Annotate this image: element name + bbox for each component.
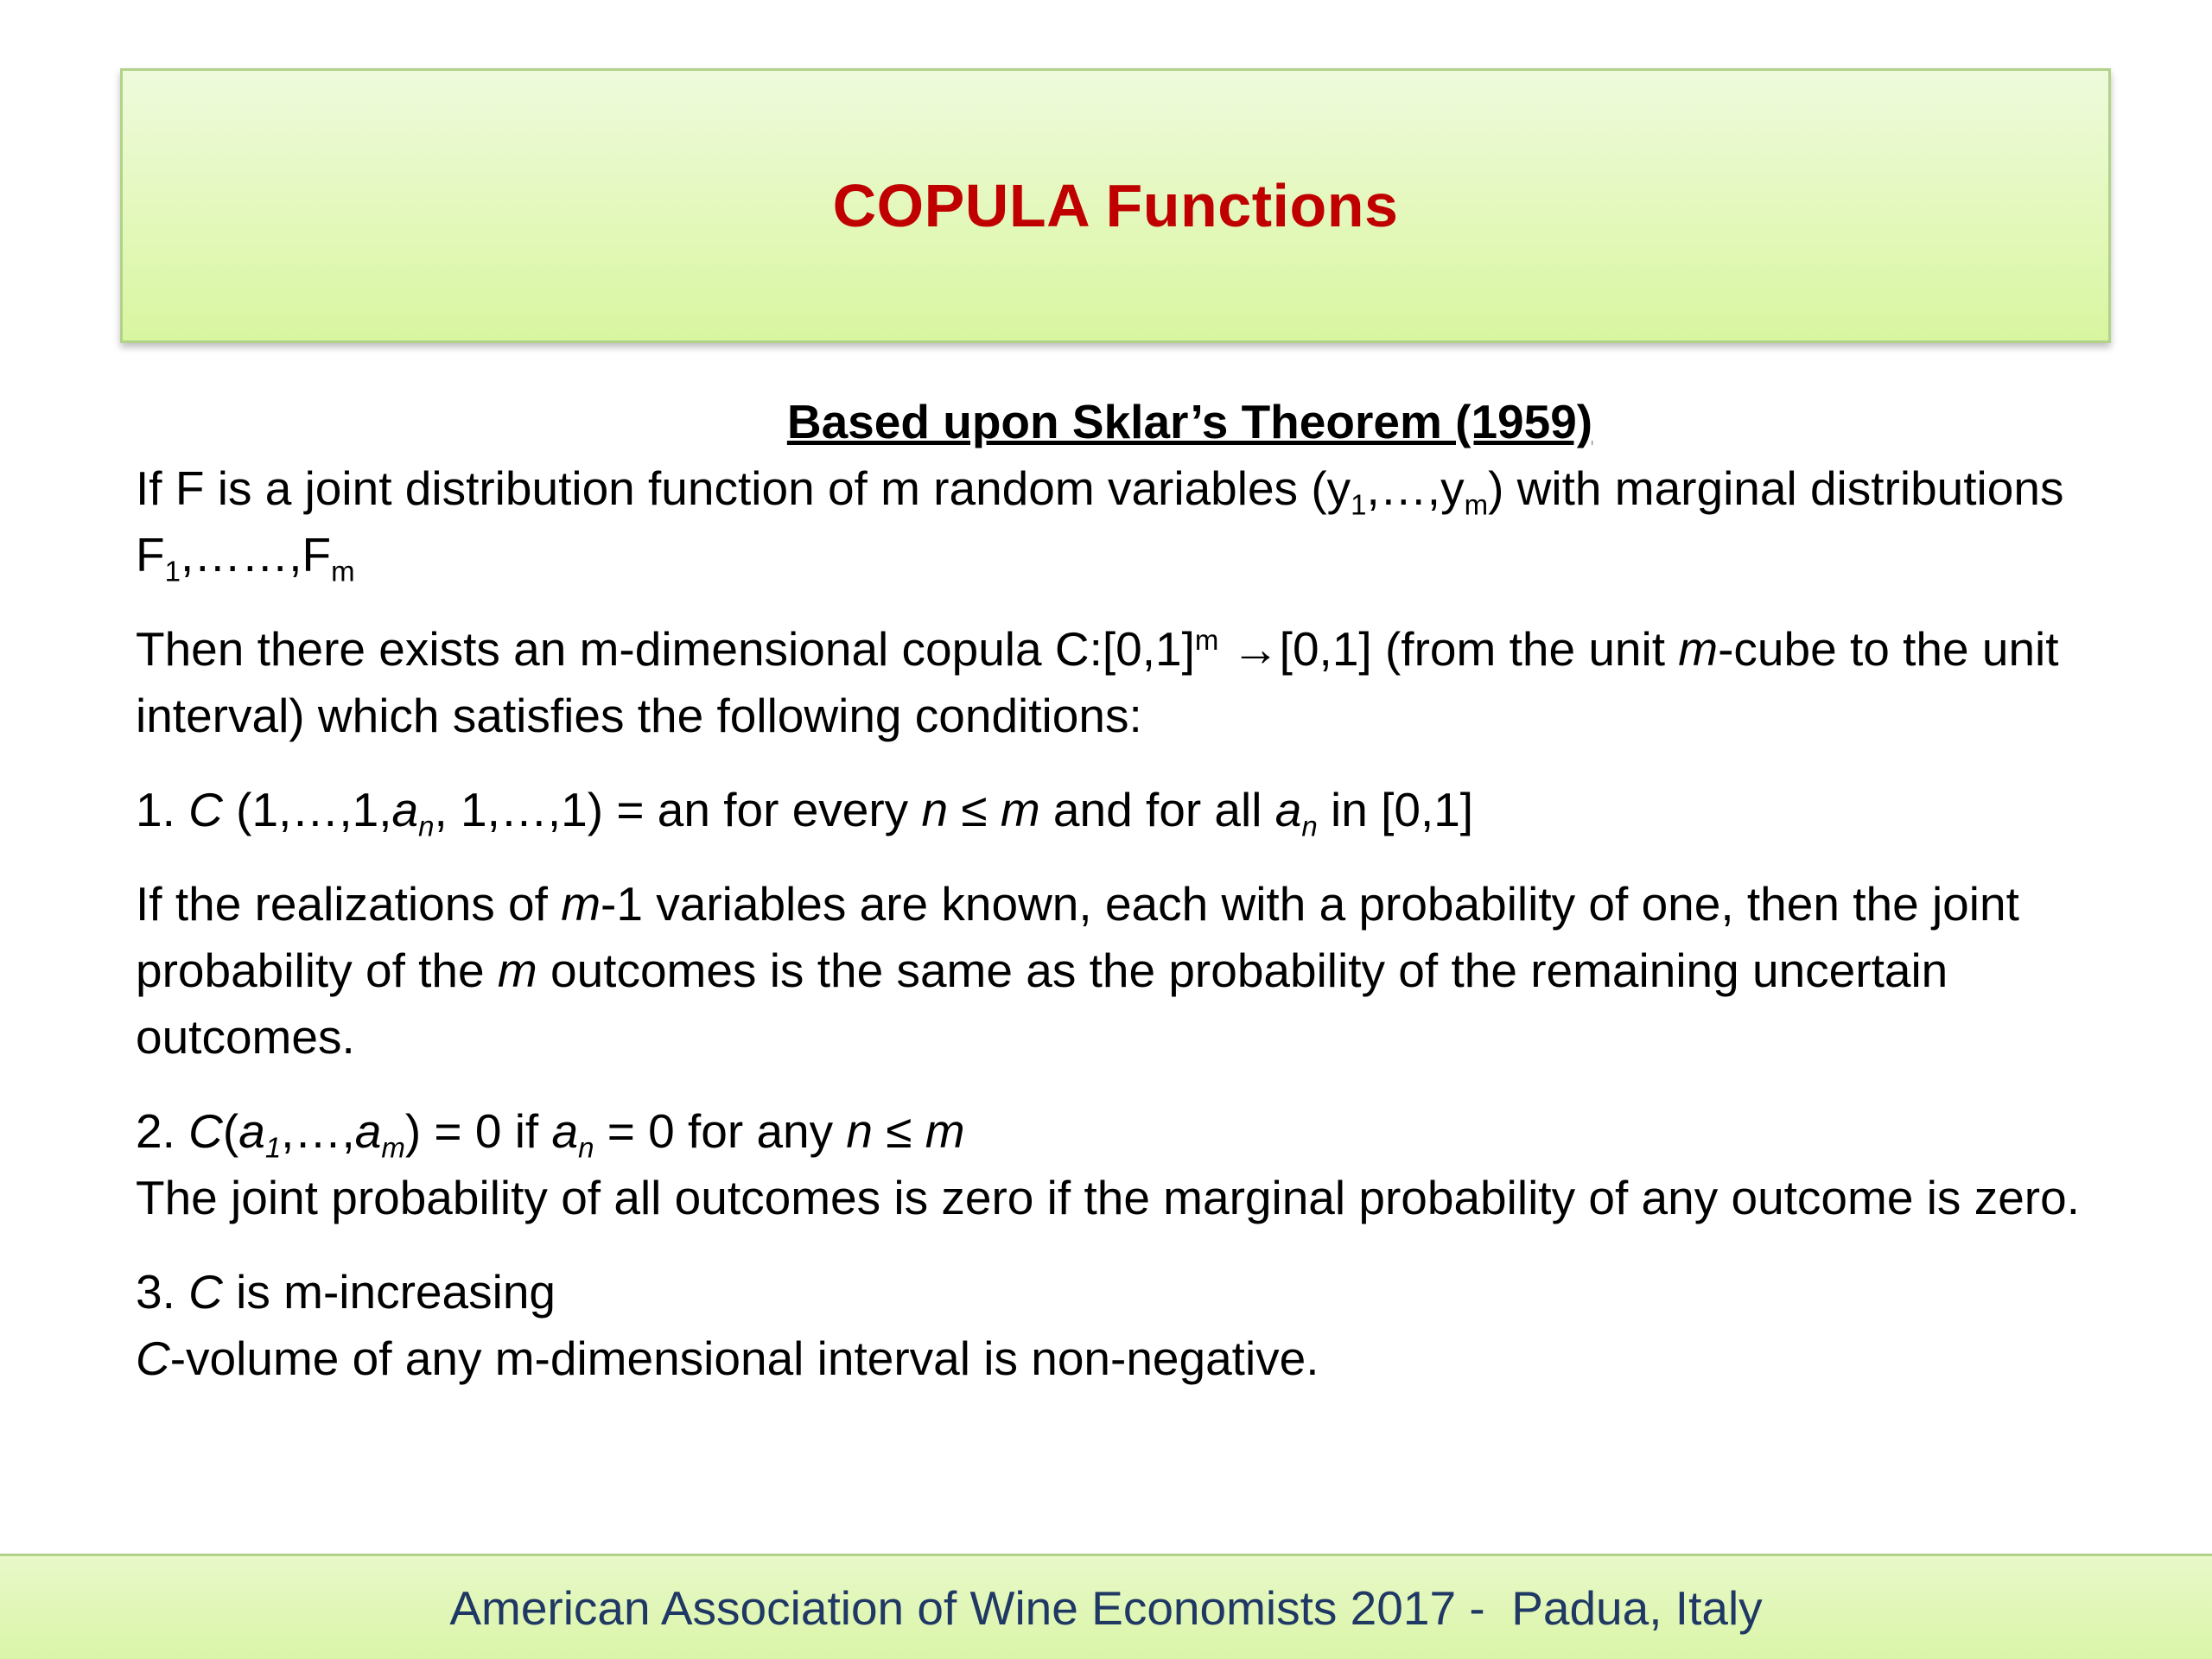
- text: (1,…,1,: [222, 783, 392, 836]
- text: 1.: [136, 783, 189, 836]
- italic-text: a: [1274, 783, 1302, 836]
- italic-subscript: n: [418, 810, 435, 842]
- italic-subscript: n: [578, 1131, 594, 1164]
- italic-text: C: [188, 1104, 223, 1158]
- italic-text: n: [846, 1104, 874, 1158]
- italic-text: n: [921, 783, 949, 836]
- italic-text: C: [188, 783, 223, 836]
- text: outcomes is the same as the probability of the remaining uncertain outcomes.: [136, 944, 1948, 1064]
- text: ≤: [873, 1104, 925, 1158]
- paragraph-realizations: [136, 871, 2123, 1071]
- title-box: [120, 68, 2111, 343]
- italic-text: m: [1000, 783, 1040, 836]
- text: ≤: [948, 783, 1001, 836]
- text: If F is a joint distribution function of m random variables (y: [136, 461, 1351, 515]
- subscript: 1: [1351, 488, 1367, 521]
- text: is m-increasing: [222, 1265, 556, 1319]
- paragraph-c-volume: [136, 1325, 2123, 1392]
- text: Then there exists an m-dimensional copula C:[0,1]: [136, 622, 1195, 676]
- italic-text: C: [188, 1265, 223, 1319]
- text: (: [222, 1104, 239, 1158]
- subscript: m: [331, 555, 355, 588]
- italic-subscript: 1: [264, 1131, 282, 1164]
- text: ,……,F: [180, 528, 332, 582]
- text: ,…,: [281, 1104, 355, 1158]
- text: in [0,1]: [1317, 783, 1474, 836]
- text: -1 variables are known, each with a probability of one, then the joint probability of the: [136, 877, 2019, 997]
- text: and for all: [1039, 783, 1275, 836]
- text: 2.: [136, 1104, 189, 1158]
- italic-text: a: [354, 1104, 382, 1158]
- italic-text: m: [561, 877, 601, 931]
- italic-text: a: [238, 1104, 265, 1158]
- text: ) = 0 if: [404, 1104, 552, 1158]
- slide-content: [136, 389, 2123, 1392]
- paragraph-copula-exists: [136, 616, 2123, 749]
- text: , 1,…,1) = an for every: [434, 783, 922, 836]
- text: →[0,1] (from the unit: [1218, 622, 1679, 676]
- italic-text: m: [497, 944, 537, 997]
- italic-text: C: [136, 1332, 170, 1385]
- footer-bar: [0, 1554, 2212, 1659]
- text: = 0 for any: [594, 1104, 847, 1158]
- subscript: m: [1464, 488, 1489, 521]
- text: ) with marginal distributions F: [136, 461, 2064, 582]
- slide-title: COPULA Functions: [832, 172, 1399, 239]
- subheading: Based upon Sklar’s Theorem (1959): [786, 395, 1593, 448]
- superscript: m: [1194, 623, 1219, 656]
- paragraph-zero-probability: The joint probability of all outcomes is zero if the marginal probability of any outcome is zero.: [136, 1171, 2080, 1224]
- subscript: 1: [164, 555, 181, 588]
- italic-text: a: [391, 783, 419, 836]
- paragraph-joint-distribution: [136, 455, 2123, 588]
- text: ,…,y: [1366, 461, 1465, 515]
- italic-text: a: [551, 1104, 579, 1158]
- condition-2: [136, 1098, 2123, 1165]
- condition-1: [136, 777, 2123, 843]
- text: -volume of any m-dimensional interval is non-negative.: [169, 1332, 1319, 1385]
- condition-3: [136, 1259, 2123, 1325]
- footer-text: American Association of Wine Economists 2017 - Padua, Italy: [449, 1580, 1763, 1635]
- italic-subscript: m: [381, 1131, 405, 1164]
- text: -cube to the unit interval) which satisfies the following conditions:: [136, 622, 2059, 742]
- italic-subscript: n: [1301, 810, 1318, 842]
- italic-text: m: [925, 1104, 965, 1158]
- italic-text: m: [1678, 622, 1719, 676]
- text: 3.: [136, 1265, 189, 1319]
- text: If the realizations of: [136, 877, 562, 931]
